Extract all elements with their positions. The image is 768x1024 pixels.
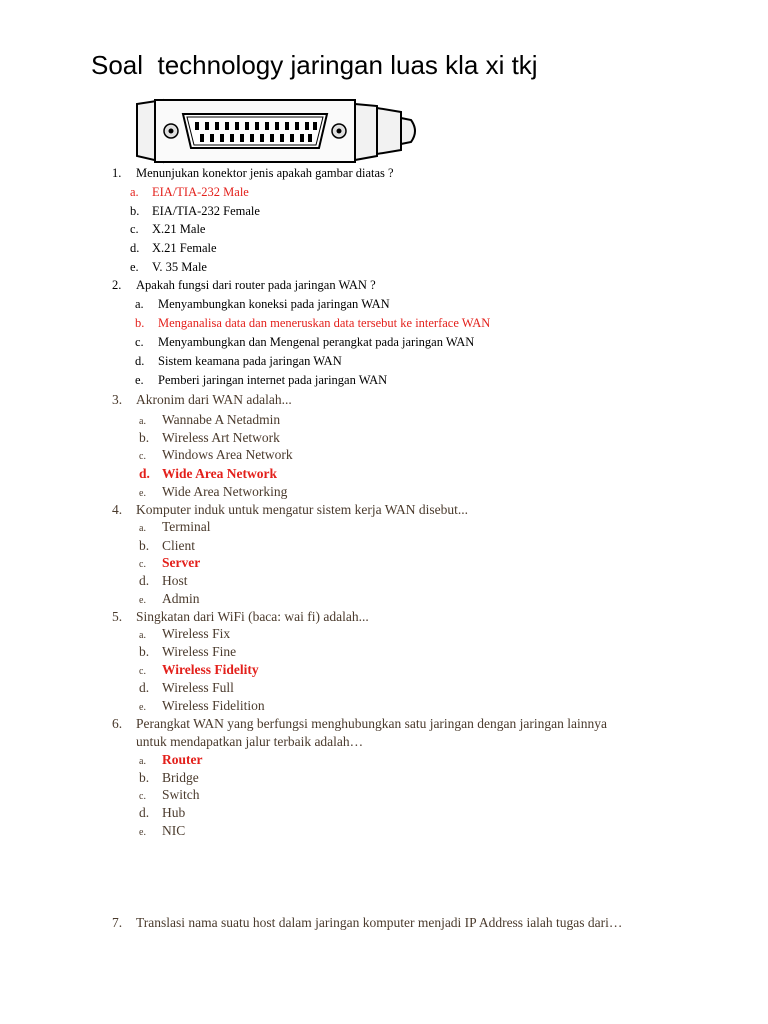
question-number: 4. bbox=[112, 502, 123, 517]
question-5 bbox=[112, 609, 369, 625]
option-2b: b. Menganalisa data dan meneruskan data tersebut ke interface WAN bbox=[135, 316, 491, 330]
option-1d: d. X.21 Female bbox=[130, 241, 217, 255]
option-6e: e. NIC bbox=[139, 823, 186, 838]
question-number: 7. bbox=[112, 915, 123, 930]
option-1c: c. X.21 Male bbox=[130, 222, 206, 236]
question-text: Singkatan dari WiFi (baca: wai fi) adalah... bbox=[136, 609, 369, 624]
option-6c: c. Switch bbox=[139, 787, 200, 802]
option-3c: c. Windows Area Network bbox=[139, 447, 293, 462]
question-4 bbox=[112, 502, 468, 518]
question-2 bbox=[112, 278, 376, 293]
question-number: 2. bbox=[112, 278, 122, 292]
question-7 bbox=[112, 915, 622, 931]
option-6b: b. Bridge bbox=[139, 770, 199, 785]
option-4c: c. Server bbox=[139, 555, 201, 570]
question-1 bbox=[112, 166, 394, 181]
option-3d: d. Wide Area Network bbox=[139, 466, 277, 481]
question-text: Apakah fungsi dari router pada jaringan WAN ? bbox=[136, 278, 376, 292]
db25-connector-image bbox=[133, 98, 423, 164]
question-text: Menunjukan konektor jenis apakah gambar diatas ? bbox=[136, 166, 394, 180]
question-3 bbox=[112, 392, 292, 408]
option-2e: e. Pemberi jaringan internet pada jaringan WAN bbox=[135, 373, 388, 387]
option-3e: e. Wide Area Networking bbox=[139, 484, 288, 499]
option-3a: a. Wannabe A Netadmin bbox=[139, 412, 281, 427]
question-6 bbox=[112, 716, 607, 732]
page-title: Soal technology jaringan luas kla xi tkj bbox=[91, 50, 538, 80]
question-number: 6. bbox=[112, 716, 123, 731]
option-5a: a. Wireless Fix bbox=[139, 626, 231, 641]
option-2a: a. Menyambungkan koneksi pada jaringan WAN bbox=[135, 297, 390, 311]
option-2c: c. Menyambungkan dan Mengenal perangkat pada jaringan WAN bbox=[135, 335, 475, 349]
option-4b: b. Client bbox=[139, 538, 195, 553]
option-6d: d. Hub bbox=[139, 805, 186, 820]
option-4e: e. Admin bbox=[139, 591, 200, 606]
option-6a: a. Router bbox=[139, 752, 203, 767]
option-4a: a. Terminal bbox=[139, 519, 211, 534]
question-number: 1. bbox=[112, 166, 122, 180]
option-5e: e. Wireless Fidelition bbox=[139, 698, 265, 713]
option-5b: b. Wireless Fine bbox=[139, 644, 237, 659]
option-5d: d. Wireless Full bbox=[139, 680, 234, 695]
option-1b: b. EIA/TIA-232 Female bbox=[130, 204, 260, 218]
question-6-text-continued: untuk mendapatkan jalur terbaik adalah… bbox=[136, 734, 364, 749]
question-text: Komputer induk untuk mengatur sistem kerja WAN disebut... bbox=[136, 502, 468, 517]
option-3b: b. Wireless Art Network bbox=[139, 430, 280, 445]
option-1a: a. EIA/TIA-232 Male bbox=[130, 185, 249, 199]
option-5c: c. Wireless Fidelity bbox=[139, 662, 259, 677]
question-text: Akronim dari WAN adalah... bbox=[136, 392, 292, 407]
question-number: 5. bbox=[112, 609, 123, 624]
question-text: Translasi nama suatu host dalam jaringan komputer menjadi IP Address ialah tugas dari… bbox=[136, 915, 623, 930]
question-number: 3. bbox=[112, 392, 123, 407]
option-4d: d. Host bbox=[139, 573, 188, 588]
option-2d: d. Sistem keamana pada jaringan WAN bbox=[135, 354, 342, 368]
option-1e: e. V. 35 Male bbox=[130, 260, 207, 274]
question-text: Perangkat WAN yang berfungsi menghubungkan satu jaringan dengan jaringan lainnya bbox=[136, 716, 607, 731]
